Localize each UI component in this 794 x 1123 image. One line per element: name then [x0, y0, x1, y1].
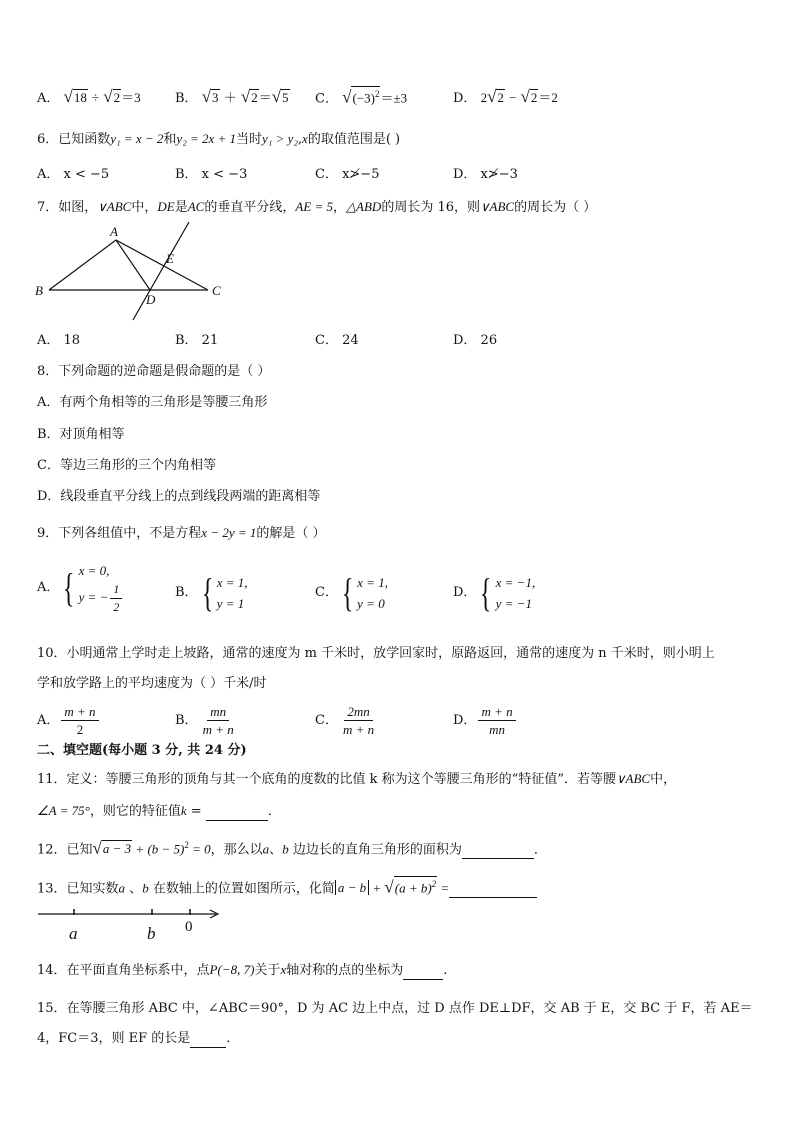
- q6-option-d: D． x≯−3: [453, 167, 518, 182]
- q13-number-line: [36, 904, 236, 944]
- q12-stem: 12．已知$√a - 3 + (b - 5)^2 = 0$，那么以a、b 边边长的直角三角形的面积为 ．: [37, 838, 547, 858]
- label-e: E: [166, 251, 174, 266]
- q15-stem-line1: 15．在等腰三角形 ABC 中，∠ABC＝90°，D 为 AC 边上中点，过 D 点作 DE⊥DF，交 AB 于 E，交 BC 于 F，若 AE＝: [37, 1001, 753, 1016]
- q11-stem-line1: 11．定义：等腰三角形的顶角与其一个底角的度数的比值 k 称为这个等腰三角形的“特征值”．若等腰∨ABC中，: [37, 771, 677, 787]
- q8-stem: 8．下列命题的逆命题是假命题的是（ ）: [37, 364, 271, 379]
- q5-option-b: B． √3 ＋ √2＝√5: [175, 87, 289, 106]
- q12-answer-blank[interactable]: [462, 844, 534, 859]
- q15-stem-line2: 4，FC＝3，则 EF 的长是 ．: [37, 1031, 240, 1046]
- axis-label-zero: 0: [185, 919, 193, 935]
- q6-option-c: C． x≯−5: [315, 167, 380, 182]
- q9-option-b: B．{ x = 1, y = 1: [175, 570, 248, 615]
- q10-stem-line2: 学和放学路上的平均速度为（ ）千米/时: [37, 676, 267, 691]
- q7-stem: 7．如图，∨ABC中，DE是AC的垂直平分线，AE = 5，△ABD的周长为 16，则∨ABC的周长为（ ）: [37, 199, 597, 215]
- q5-option-d: D． 2√2 − √2＝2: [453, 87, 558, 106]
- perpendicular-bisector-de: [133, 222, 189, 320]
- q14-stem: 14．在平面直角坐标系中，点P(−8, 7)关于x轴对称的点的坐标为 .: [37, 962, 448, 978]
- segment-ac: [116, 240, 208, 290]
- q10-option-b: B． $\frac{mn}{m + n}$: [175, 704, 234, 737]
- q13-stem: 13．已知实数a 、b 在数轴上的位置如图所示，化简 $a - b + √(a + b)^2$ =: [37, 876, 537, 898]
- q8-option-b: B．对顶角相等: [37, 427, 125, 442]
- axis-label-b: b: [147, 924, 156, 943]
- q5-option-a: A． √18 ÷ √2＝3: [37, 87, 141, 106]
- q9-option-d: D．{ x = −1, y = −1: [453, 570, 536, 615]
- q9-option-c: C．{ x = 1, y = 0: [315, 570, 388, 615]
- q11-answer-blank[interactable]: [206, 806, 268, 821]
- section-fill-in-title: 二、填空题(每小题 3 分, 共 24 分): [37, 743, 247, 758]
- q7-option-a: A． 18: [37, 333, 81, 348]
- q9-stem: 9．下列各组值中，不是方程x − 2y = 1的解是（ ）: [37, 525, 326, 541]
- q13-answer-blank[interactable]: [449, 883, 537, 898]
- q15-answer-blank[interactable]: [190, 1033, 226, 1048]
- q6-option-b: B． x < −3: [175, 167, 248, 182]
- label-b: B: [35, 283, 43, 298]
- q5-option-c: C． $√(-3)^2=\pm 3$: [315, 87, 408, 107]
- q8-option-a: A．有两个角相等的三角形是等腰三角形: [37, 395, 268, 410]
- q6-stem: 6．已知函数y₁ = x − 2和y₂ = 2x + 1当时y₁ > y₂,x的取值范围是( ): [37, 131, 401, 147]
- q8-option-c: C．等边三角形的三个内角相等: [37, 458, 216, 473]
- q14-answer-blank[interactable]: [403, 965, 443, 980]
- q7-option-c: C． 24: [315, 333, 359, 348]
- label-c: C: [212, 283, 221, 298]
- label-d: D: [146, 292, 156, 307]
- axis-label-a: a: [69, 924, 78, 943]
- q10-option-c: C． $\frac{2mn}{m + n}$: [315, 704, 375, 737]
- q10-option-d: D． $\frac{m + n}{mn}$: [453, 703, 518, 738]
- q7-option-d: D． 26: [453, 333, 498, 348]
- q6-option-a: A． x < −5: [37, 167, 110, 182]
- label-a: A: [110, 224, 118, 239]
- q9-option-a: A．{ x = 0, y = − $\frac{1}{2}$: [37, 560, 124, 616]
- segment-ab: [49, 240, 116, 290]
- q10-stem-line1: 10．小明通常上学时走上坡路，通常的速度为 m 千米时，放学回家时，原路返回，通常的速度为 n 千米时，则小明上: [37, 646, 715, 661]
- q7-option-b: B． 21: [175, 333, 219, 348]
- q10-option-a: A． $\frac{m + n}{2}$: [37, 703, 101, 738]
- q7-triangle-figure: [30, 218, 250, 328]
- segment-ad: [116, 240, 150, 290]
- q8-option-d: D．线段垂直平分线上的点到线段两端的距离相等: [37, 489, 321, 504]
- q11-stem-line2: ∠A = 75°，则它的特征值k = ．: [37, 803, 281, 819]
